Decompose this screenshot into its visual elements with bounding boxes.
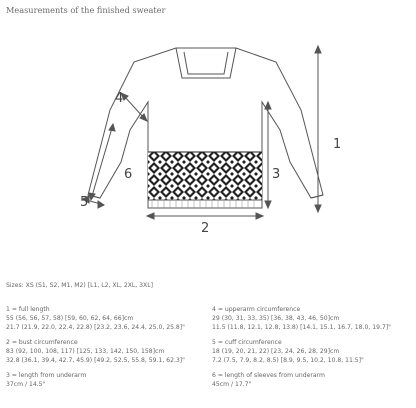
page-title: Measurements of the finished sweater: [6, 5, 166, 15]
measurement-label: 6 = length of sleeves from underarm: [212, 372, 325, 379]
measurement-entry: [6, 371, 214, 389]
measurement-label: 5 = cuff circumference: [212, 339, 282, 346]
dim-label-3: 3: [272, 167, 281, 182]
measurement-label: 2 = bust circumference: [6, 339, 78, 346]
measurement-entry: [6, 338, 214, 365]
measurement-cm: 37cm / 14.5": [6, 381, 46, 388]
dim-label-4: 4: [115, 91, 124, 106]
measurements-left-column: [6, 305, 214, 395]
measurement-label: 1 = full length: [6, 306, 50, 313]
measurement-entry: [6, 305, 214, 332]
measurement-label: 4 = upperarm circumference: [212, 306, 301, 313]
measurement-cm: 45cm / 17.7": [212, 381, 252, 388]
colorwork-band: [148, 152, 262, 200]
measurement-in: 21.7 (21.9, 22.0, 22.4, 22.8) [23.2, 23.6, 24.4, 25.0, 25.8]": [6, 324, 185, 331]
measurement-cm: 18 (19, 20, 21, 22) [23, 24, 26, 28, 29]cm: [212, 348, 340, 355]
dim-label-1: 1: [333, 137, 342, 152]
hem-ribbing: [148, 200, 262, 208]
measurements-right-column: [212, 305, 416, 395]
measurement-entry: [212, 371, 416, 389]
measurement-label: 3 = length from underarm: [6, 372, 87, 379]
measurement-in: 32.8 (36.1, 39.4, 42.7, 45.9) [49.2, 52.5, 55.8, 59.1, 62.3]": [6, 357, 185, 364]
neckline: [176, 48, 236, 78]
measurement-entry: [212, 305, 416, 332]
measurement-cm: 55 (56, 56, 57, 58) [59, 60, 62, 64, 66]cm: [6, 315, 134, 322]
measurement-entry: [212, 338, 416, 365]
measurement-cm: 83 (92, 100, 108, 117) [125, 133, 142, 150, 158]cm: [6, 348, 165, 355]
sizes-line: Sizes: XS (S1, S2, M1, M2) [L1, L2, XL, 2XL, 3XL]: [6, 282, 153, 289]
measurement-cm: 29 (30, 31, 33, 35) [36, 38, 43, 46, 50]cm: [212, 315, 340, 322]
measurement-in: 7.2 (7.5, 7.9, 8.2, 8.5) [8.9, 9.5, 10.2, 10.8, 11.5]": [212, 357, 364, 364]
measurement-in: 11.5 (11.8, 12.1, 12.8, 13.8) [14.1, 15.1, 16.7, 18.0, 19.7]": [212, 324, 391, 331]
dim-label-5: 5: [80, 195, 89, 210]
dim-label-2: 2: [201, 221, 210, 236]
dim-label-6: 6: [124, 167, 133, 182]
